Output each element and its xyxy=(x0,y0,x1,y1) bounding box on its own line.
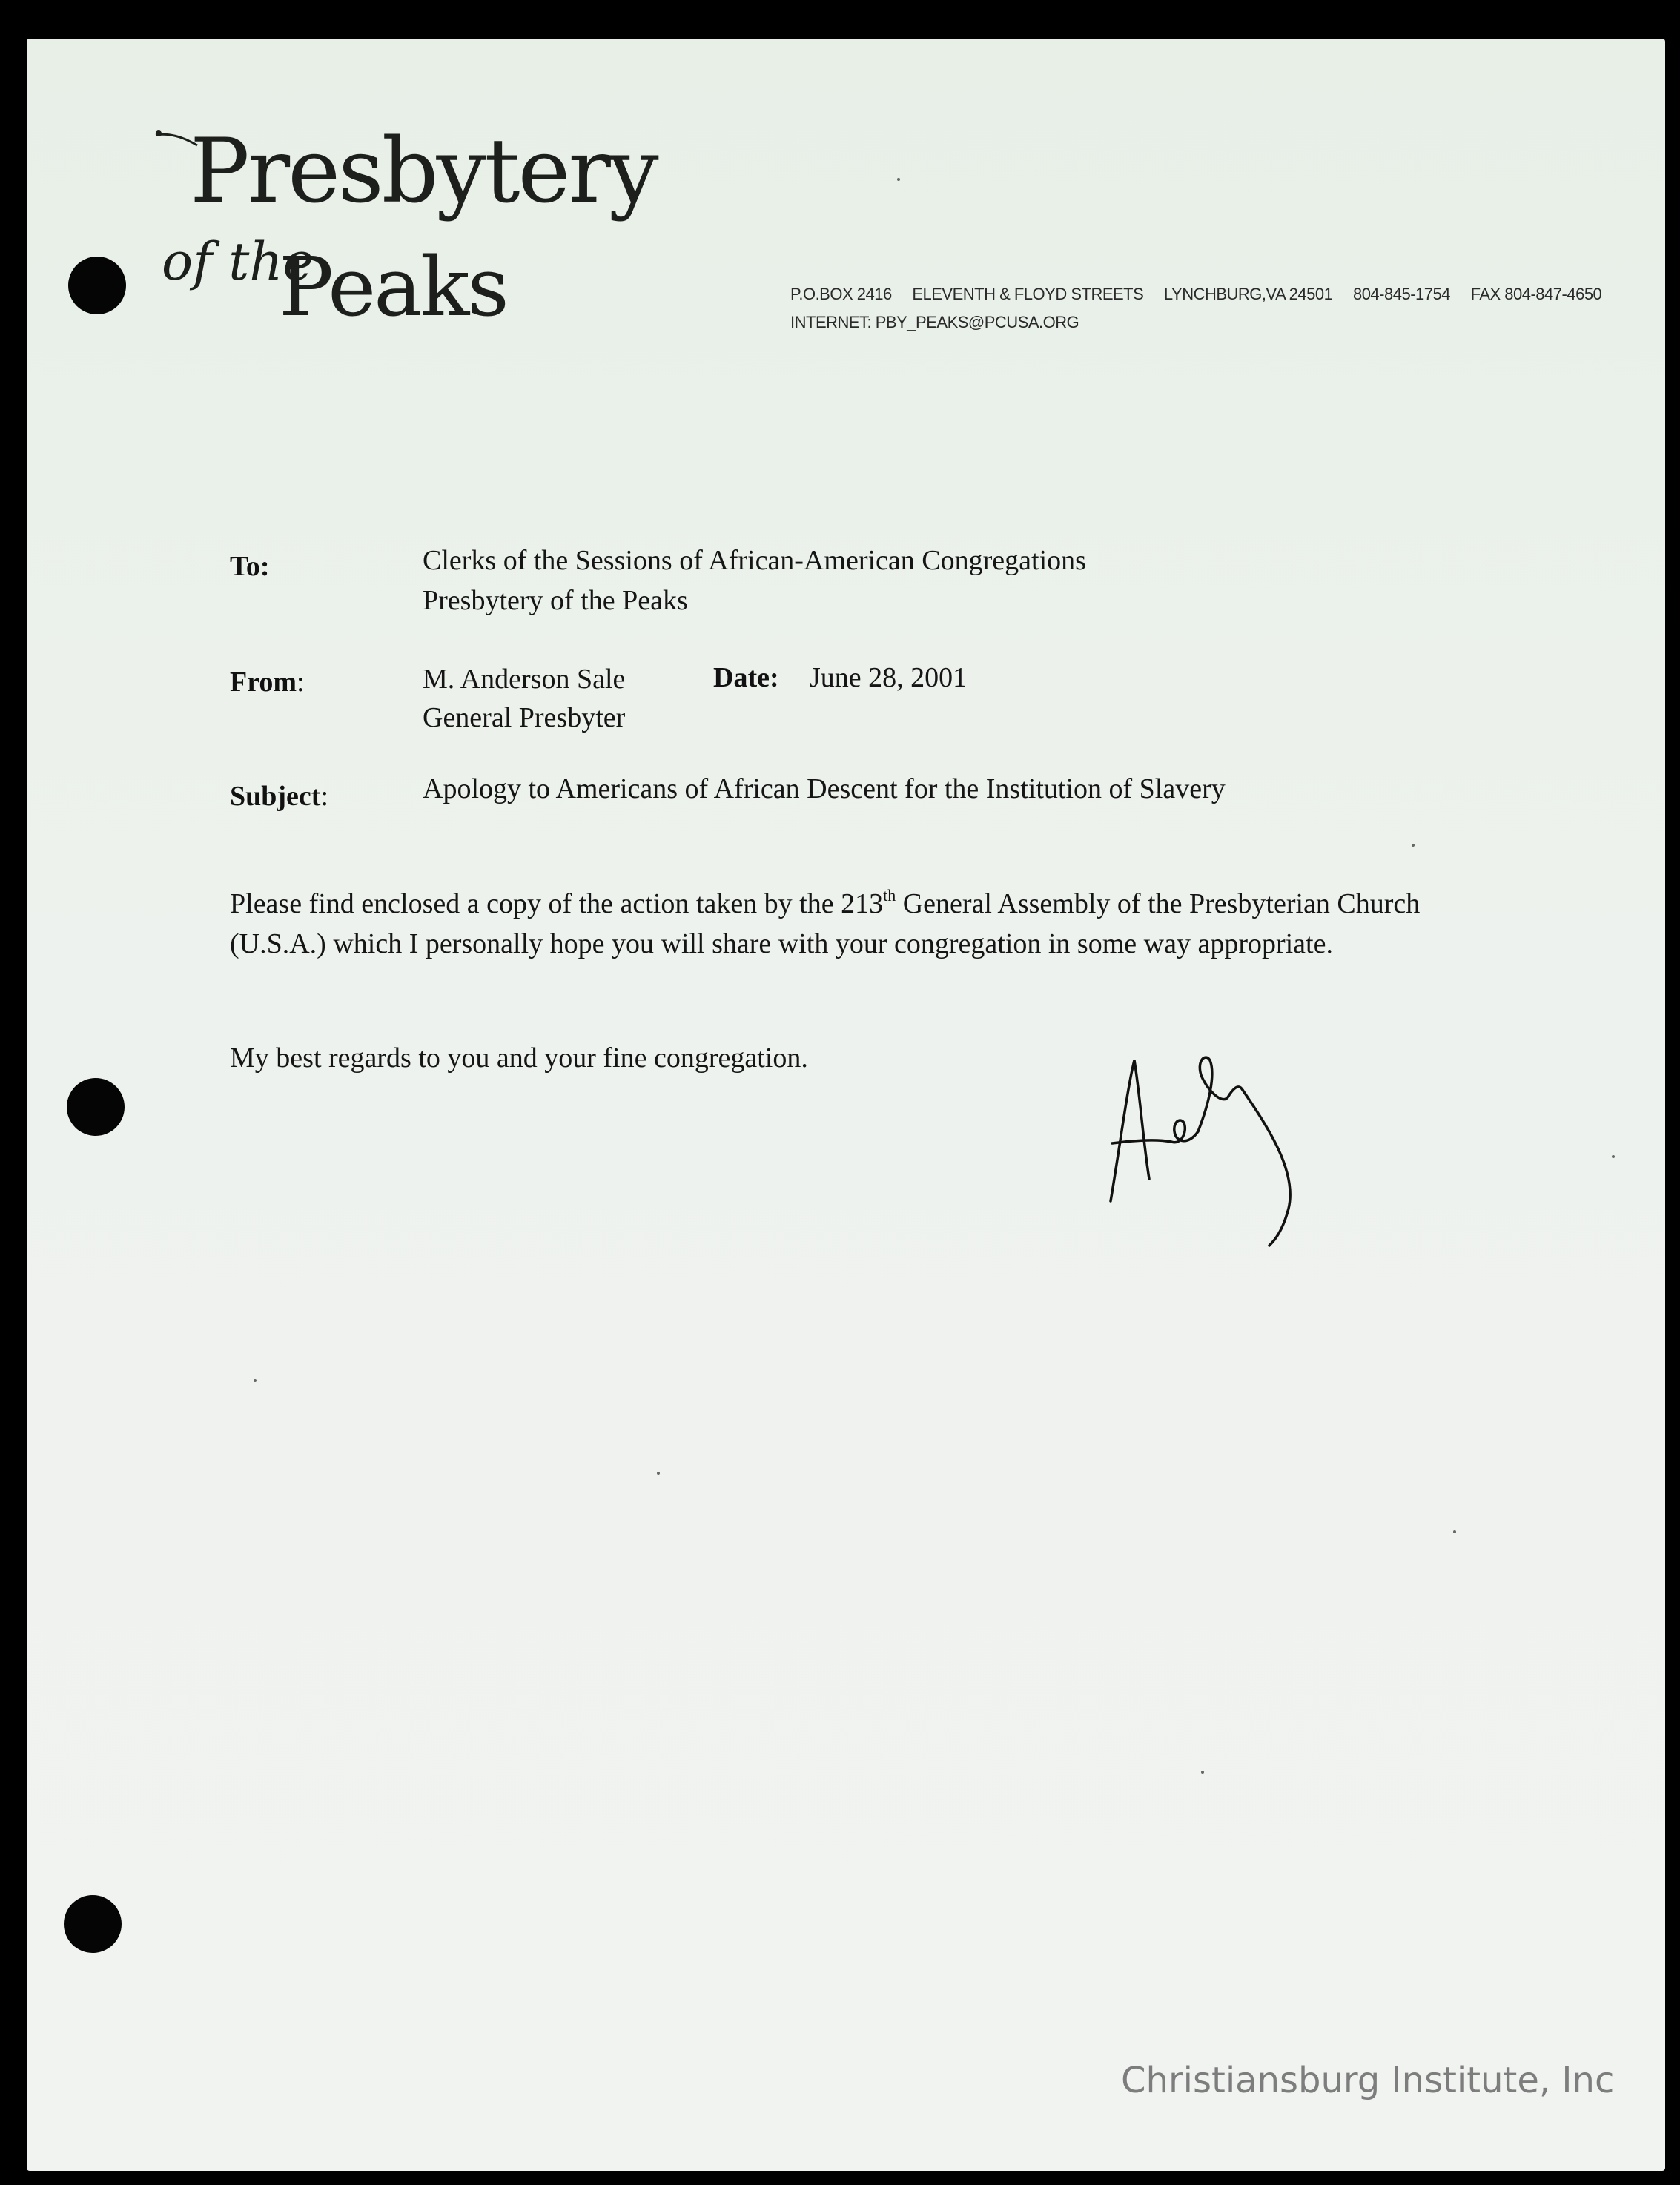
ordinal-suffix: th xyxy=(883,886,896,905)
logo-of-the: of the xyxy=(162,231,314,292)
logo-presbytery: Presbytery xyxy=(190,120,657,223)
signature xyxy=(1097,1045,1335,1257)
po-box: P.O.BOX 2416 xyxy=(790,285,892,303)
date-label: Date: xyxy=(713,662,779,693)
closing-paragraph: My best regards to you and your fine congregation. xyxy=(230,1042,808,1074)
from-title: General Presbyter xyxy=(423,702,626,733)
logo-peaks: Peaks xyxy=(279,239,507,334)
phone: 804-845-1754 xyxy=(1352,285,1450,303)
body-text-end: General Assembly of the Presbyterian Church (U.S.A.) which I personally hope you will share with your congregation in some way appropriate. xyxy=(230,888,1421,959)
from-label-text: From xyxy=(230,667,297,698)
subject-label: Subject: xyxy=(230,781,329,812)
city-state-zip: LYNCHBURG,VA 24501 xyxy=(1163,285,1333,303)
date-value: June 28, 2001 xyxy=(810,662,968,693)
to-label: To: xyxy=(230,551,270,582)
street: ELEVENTH & FLOYD STREETS xyxy=(912,285,1144,303)
from-label: From: xyxy=(230,667,305,698)
to-recipient-line2: Presbytery of the Peaks xyxy=(423,585,688,616)
body-text-start: Please find enclosed a copy of the action taken by the 213 xyxy=(230,888,884,919)
signature-icon xyxy=(1097,1045,1335,1253)
fax: FAX 804-847-4650 xyxy=(1470,285,1602,303)
archive-watermark: Christiansburg Institute, Inc xyxy=(1121,2060,1615,2101)
body-paragraph xyxy=(230,884,1505,964)
subject-label-text: Subject xyxy=(230,781,321,812)
from-name: M. Anderson Sale xyxy=(423,664,626,695)
to-recipient-line1: Clerks of the Sessions of African-American Congregations xyxy=(423,545,1086,576)
subject-value: Apology to Americans of African Descent for the Institution of Slavery xyxy=(423,773,1226,804)
internet-address: INTERNET: PBY_PEAKS@PCUSA.ORG xyxy=(790,313,1079,331)
